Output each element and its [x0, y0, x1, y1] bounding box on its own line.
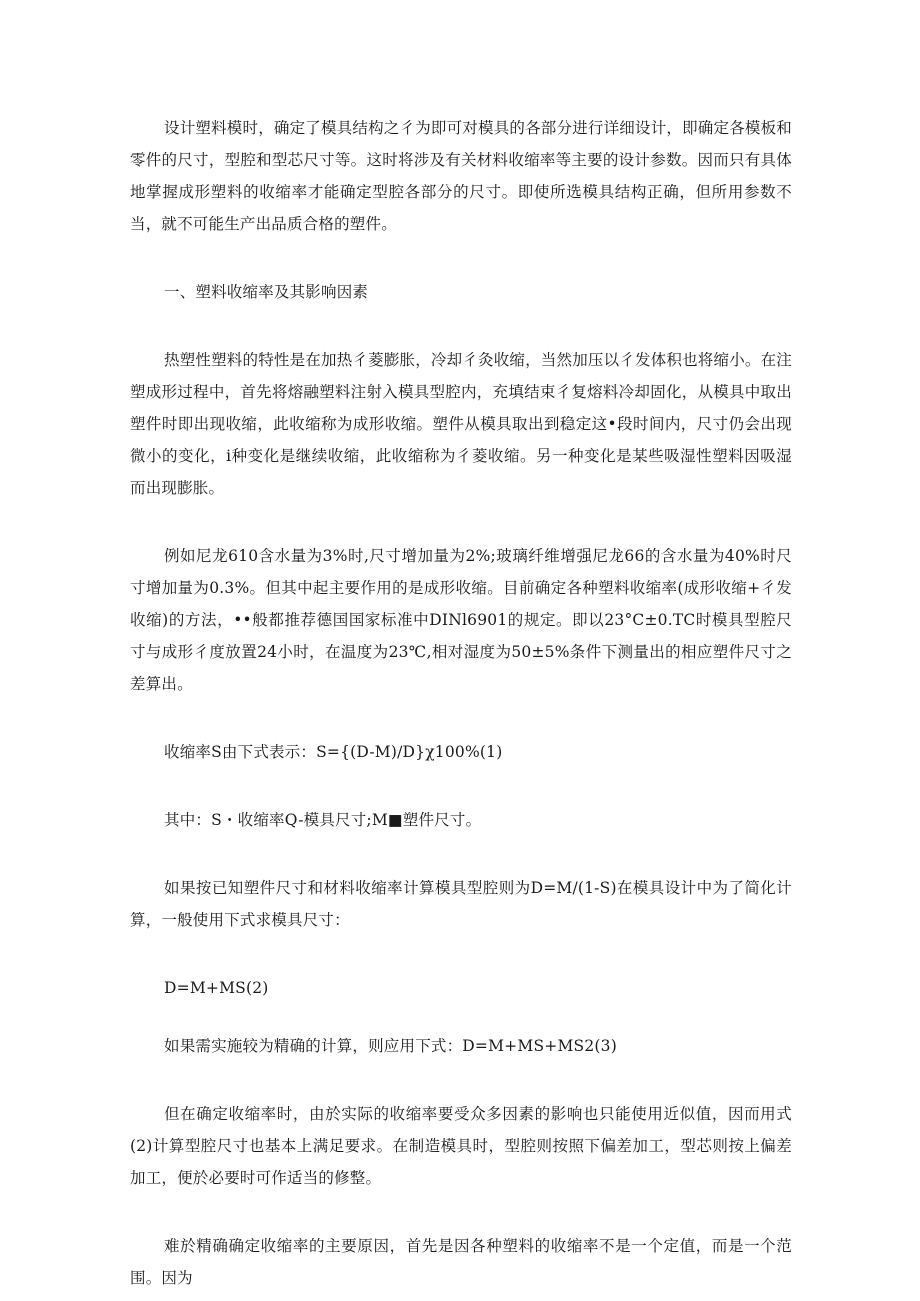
paragraph-formula-legend: 其中：S・收缩率Q-模具尺寸;M■塑件尺寸。: [164, 811, 482, 829]
paragraph-nylon-example: 例如尼龙610含水量为3%时,尺寸增加量为2%;玻璃纤维增强尼龙66的含水量为40%时尺寸增加量为0.3%。但其中起主要作用的是成形收缩。目前确定各种塑料收缩率(成形收缩+彳发收缩)的方法，••般都推荐德国国家标准中DINl6901的规定。即以23°C±0.TC时模具型腔尺寸与成形彳度放置24小时，在温度为23℃,相对湿度为50±5%条件下测量出的相应塑件尺寸之差算出。: [130, 547, 792, 693]
paragraph-formula-3: 如果需实施较为精确的计算，则应用下式：D=M+MS+MS2(3): [164, 1037, 617, 1055]
paragraph-formula-2: D=M+MS(2): [164, 979, 269, 997]
paragraph-mold-size: 如果按已知塑件尺寸和材料收缩率计算模具型腔则为D=M/(1-S)在模具设计中为了简化计算，一般使用下式求模具尺寸：: [130, 879, 792, 929]
paragraph-approximation: 但在确定收缩率时，由於实际的收缩率要受众多因素的影响也只能使用近似值，因而用式(2)计算型腔尺寸也基本上满足要求。在制造模具时，型腔则按照下偏差加工，型芯则按上偏差加工，便於必要时可作适当的修整。: [130, 1105, 792, 1187]
paragraph-formula-1: 收缩率S由下式表示：S={(D-M)∕D}χ100%(1): [164, 743, 503, 761]
paragraph-thermoplastic: 热塑性塑料的特性是在加热彳菱膨胀，冷却彳灸收缩，当然加压以彳发体积也将缩小。在注塑成形过程中，首先将熔融塑料注射入模具型腔内，充填结束彳复熔料冷却固化，从模具中取出塑件时即出现收缩，此收缩称为成形收缩。塑件从模具取出到稳定这•段时间内，尺寸仍会出现微小的变化，i种变化是继续收缩，此收缩称为彳菱收缩。另一种变化是某些吸湿性塑料因吸湿而出现膨胀。: [130, 351, 793, 497]
paragraph-difficulty: 难於精确确定收缩率的主要原因，首先是因各种塑料的收缩率不是一个定值，而是一个范围。因为: [130, 1237, 792, 1287]
document-page: [130, 112, 792, 1294]
section-heading: 一、塑料收缩率及其影响因素: [164, 283, 369, 301]
paragraph-intro: 设计塑料模时，确定了模具结构之彳为即可对模具的各部分进行详细设计，即确定各模板和零件的尺寸，型腔和型芯尺寸等。这时将涉及有关材料收缩率等主要的设计参数。因而只有具体地掌握成形塑料的收缩率才能确定型腔各部分的尺寸。即使所选模具结构正确，但所用参数不当，就不可能生产出品质合格的塑件。: [130, 119, 793, 233]
